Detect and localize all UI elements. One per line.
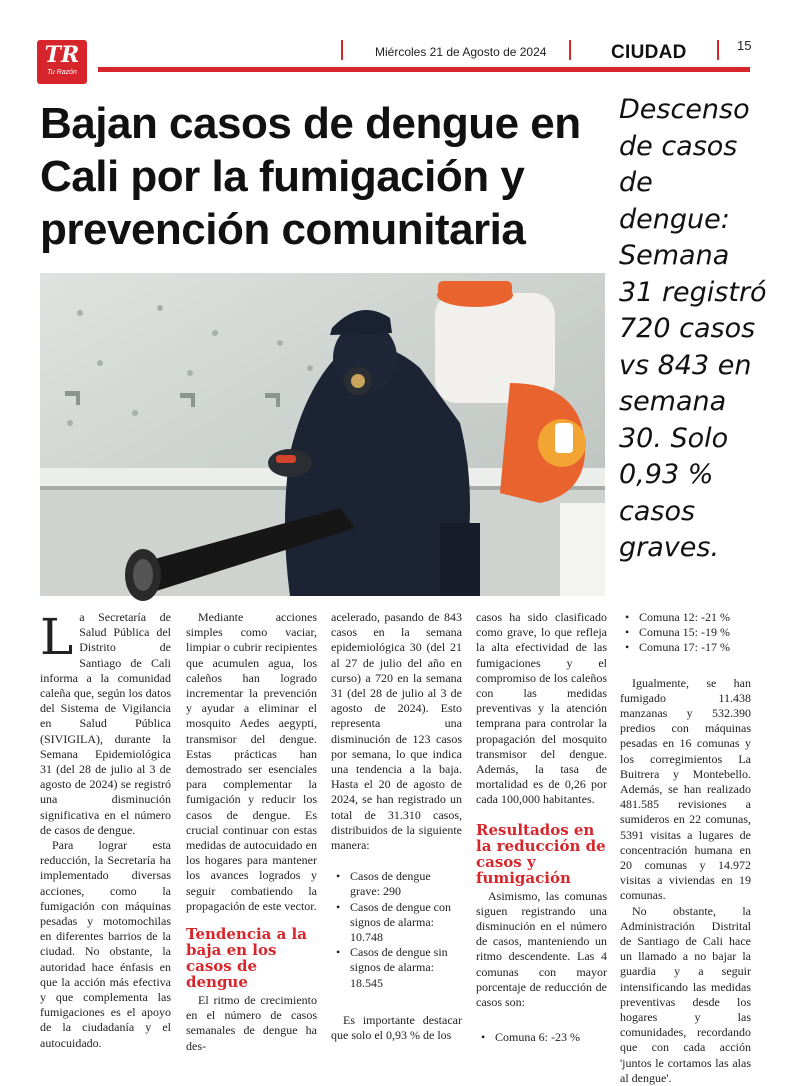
header-divider bbox=[341, 40, 343, 60]
list-item: • Comuna 6: -23 % bbox=[476, 1030, 607, 1045]
case-breakdown-list bbox=[331, 869, 462, 991]
commune-list-continued bbox=[620, 610, 751, 656]
article-column-5 bbox=[620, 610, 751, 1086]
paragraph: Igualmente, se han fumigado 11.438 manzanas y 532.390 predios con máquinas pesadas en 16 comunas y los corregimientos La Buitrera y Montebello. Además, se han realizado 481.585 revisiones a sumideros en 22 comunas, 5391 visitas a lugares de concentración humana en 20 comunas y 14.972 visitas a viviendas en 19 comunas. bbox=[620, 675, 751, 903]
paragraph: acelerado, pasando de 843 casos en la semana epidemiológica 30 (del 21 al 27 de julio del año en curso) a 720 en la semana 31 (del 28 de julio al 3 de agosto de 2024). Esto representa una disminución de 123 casos por semana, lo que indica una tendencia a la baja. Hasta el 20 de agosto de 2024, se han registrado un total de 31.310 casos, distribuidos de la siguiente manera: bbox=[331, 610, 462, 853]
article-column-2 bbox=[186, 610, 317, 1054]
article-column-4 bbox=[476, 610, 607, 1051]
list-item: • Casos de dengue grave: 290 bbox=[331, 869, 462, 899]
paragraph: No obstante, la Administración Distrital de Santiago de Cali hace un llamado a no bajar la guardia y a seguir intensificando las medidas preventivas desde los hogares y las comunidades, recordando que con cada acción 'juntos le cortamos las alas al dengue'. bbox=[620, 903, 751, 1085]
paragraph: casos ha sido clasificado como grave, lo que refleja la alta efectividad de las fumigaciones y el compromiso de los caleños con las medidas preventivas y la atención temprana para controlar la propagación del mosquito transmisor del dengue. Además, la tasa de mortalidad es de 0,26 por cada 100,000 habitantes. bbox=[476, 610, 607, 807]
intro-paragraph bbox=[40, 610, 171, 838]
paragraph: Asimismo, las comunas siguen registrando una disminución en el número de casos, manteniendo un ritmo descendente. Las 4 comunas con mayor porcentaje de reducción de casos son: bbox=[476, 888, 607, 1010]
header-rule bbox=[98, 67, 750, 72]
header-divider bbox=[569, 40, 571, 60]
paragraph: Para lograr esta reducción, la Secretaría ha implementado diversas acciones, como la fumigación con máquinas pesadas y motomochilas en diferentes barrios de la ciudad. No obstante, la autoridad hace énfasis en que la acción más efectiva y que complementa las fumigaciones es el apoyo de la ciudadanía y el autocuidado. bbox=[40, 838, 171, 1050]
section-name: CIUDAD bbox=[611, 42, 687, 63]
pull-quote: Descenso de casos de dengue: Semana 31 registró 720 casos vs 843 en semana 30. Solo 0,93 % casos graves. bbox=[619, 94, 767, 563]
drop-cap: L bbox=[40, 608, 74, 666]
list-item: • Casos de dengue con signos de alarma: 10.748 bbox=[331, 900, 462, 946]
fumigation-worker-illustration bbox=[40, 273, 605, 596]
paragraph: Es importante destacar que solo el 0,93 % de los bbox=[331, 1012, 462, 1043]
list-item: • Comuna 12: -21 % bbox=[620, 610, 751, 625]
subheading: Tendencia a la baja en los casos de dengue bbox=[186, 925, 307, 992]
commune-list bbox=[476, 1030, 607, 1045]
subheading: Resultados en la reducción de casos y fumigación bbox=[476, 820, 606, 887]
paragraph: Mediante acciones simples como vaciar, limpiar o cubrir recipientes que acumulen agua, los caleños han logrado incrementar la prevención y ayudar a eliminar el mosquito Aedes aegypti, transmisor del dengue. Estas prácticas han demostrado ser esenciales para complementar la fumigación y reducir los casos de dengue. Es crucial continuar con estas medidas de autocuidado en los hogares para mantener los avances logrados y seguir combatiendo la propagación de este vector. bbox=[186, 610, 317, 913]
newspaper-logo bbox=[37, 40, 87, 84]
list-item: • Casos de dengue sin signos de alarma: 18.545 bbox=[331, 945, 462, 991]
article-column-3 bbox=[331, 610, 462, 1043]
header-divider bbox=[717, 40, 719, 60]
paragraph-text: a Secretaría de Salud Pública del Distrito de Santiago de Cali informa a la comunidad caleña que, según los datos del Sistema de Vigilancia en Salud Pública (SIVIGILA), durante la Semana Epidemiológica 31 (del 28 de julio al 3 de agosto de 2024) se registró una disminución significativa en el número de casos de dengue. bbox=[40, 610, 171, 837]
page-number: 15 bbox=[737, 38, 752, 53]
logo-subtitle: Tu Razón bbox=[47, 69, 77, 76]
list-item: • Comuna 17: -17 % bbox=[620, 640, 751, 655]
paragraph: El ritmo de crecimiento en el número de casos semanales de dengue ha des- bbox=[186, 993, 317, 1053]
logo-text: TR bbox=[44, 42, 80, 68]
issue-date: Miércoles 21 de Agosto de 2024 bbox=[375, 45, 547, 59]
list-item: • Comuna 15: -19 % bbox=[620, 625, 751, 640]
article-column-1 bbox=[40, 610, 171, 1051]
article-photo bbox=[40, 273, 605, 596]
article-headline: Bajan casos de dengue en Cali por la fumigación y prevención comunitaria bbox=[40, 99, 581, 254]
